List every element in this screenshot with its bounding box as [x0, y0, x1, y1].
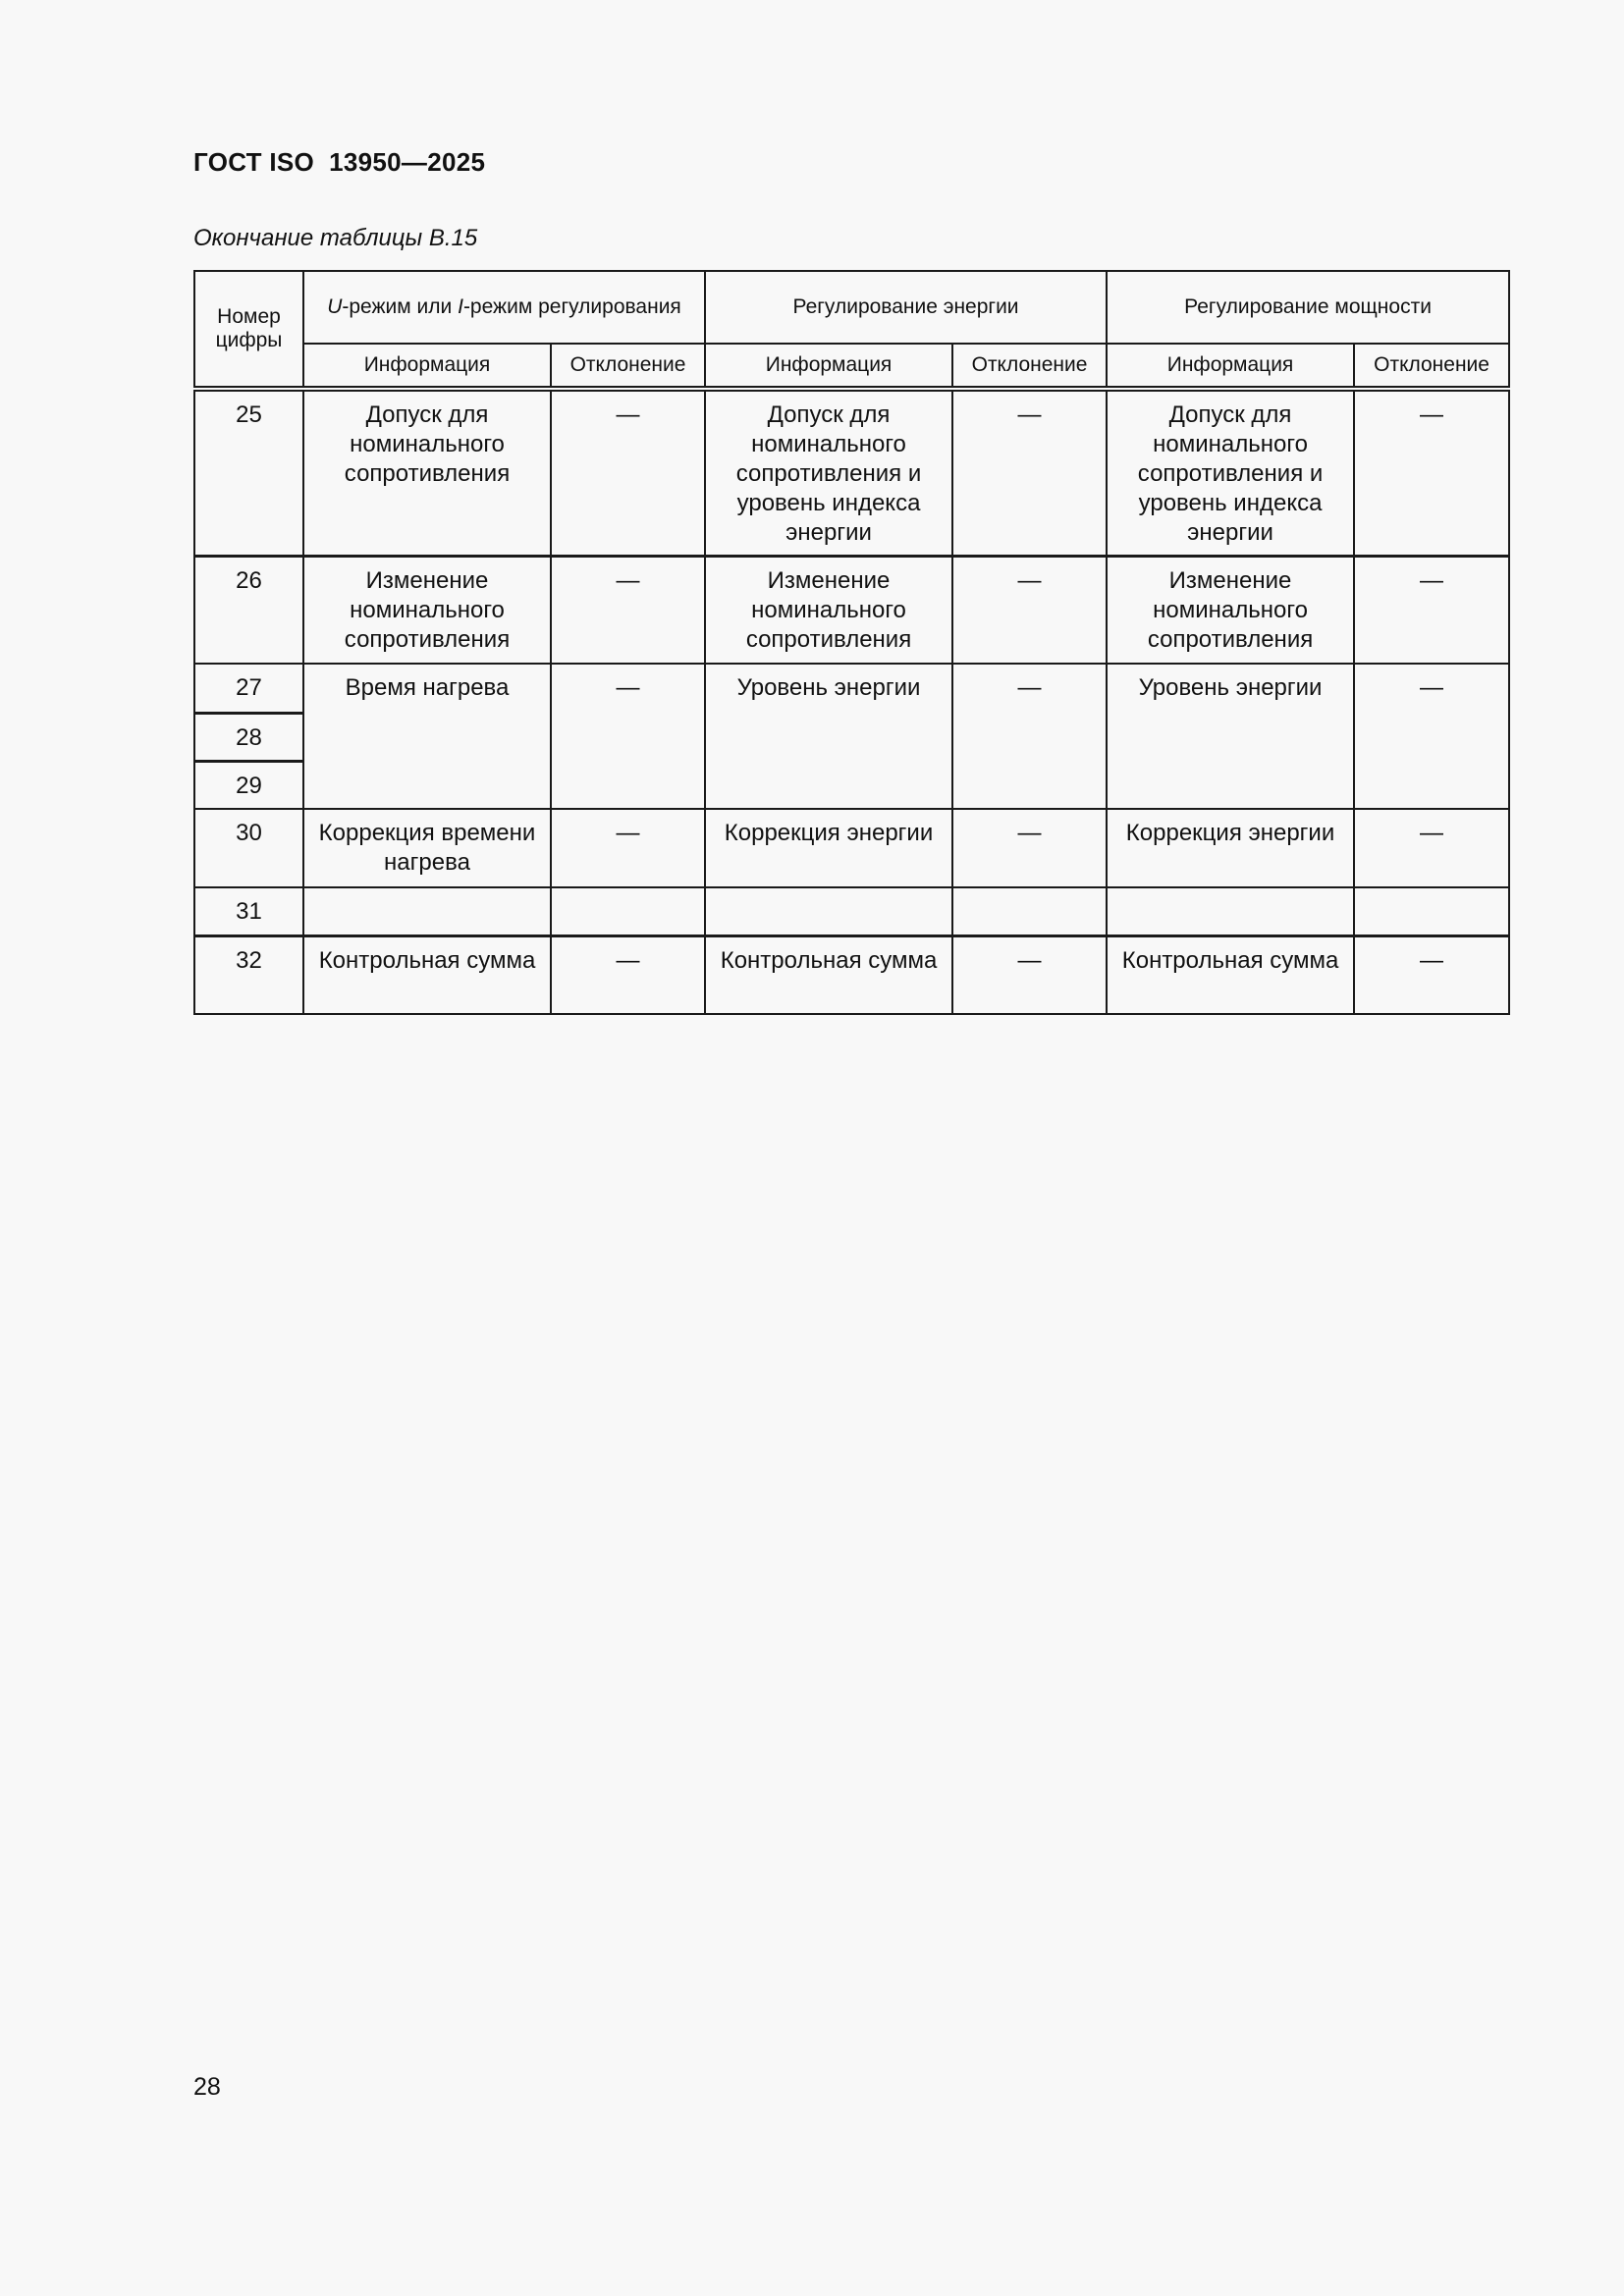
table-row-26 [194, 556, 1509, 664]
cell-info-1: Контрольная сумма [303, 935, 551, 1014]
header-u-text: -режим или [342, 295, 459, 318]
header-group-power: Регулирование мощности [1107, 271, 1509, 344]
table-row-25 [194, 389, 1509, 556]
header-deviation-1: Отклонение [551, 344, 705, 389]
header-number [194, 271, 303, 389]
cell-deviation-2: — [952, 389, 1107, 556]
cell-info-3: Допуск для номинального сопротивления и уровень индекса энергии [1107, 389, 1354, 556]
table-row-31 [194, 887, 1509, 935]
cell-info-2: Допуск для номинального сопротивления и уровень индекса энергии [705, 389, 952, 556]
cell-deviation-1: — [551, 556, 705, 664]
table-row-27 [194, 664, 1509, 713]
cell-info-2: Изменение номинального сопротивления [705, 556, 952, 664]
cell-info-2: Уровень энергии [705, 664, 952, 809]
table-row-30 [194, 809, 1509, 887]
cell-number: 29 [194, 761, 303, 809]
cell-info-1: Изменение номинального сопротивления [303, 556, 551, 664]
cell-info-3: Контрольная сумма [1107, 935, 1354, 1014]
cell-number: 28 [194, 713, 303, 761]
cell-number: 27 [194, 664, 303, 713]
header-group-u-i-mode [303, 271, 705, 344]
cell-deviation-3 [1354, 887, 1509, 935]
header-i-symbol: I [458, 295, 463, 318]
cell-deviation-2: — [952, 664, 1107, 809]
cell-info-2: Коррекция энергии [705, 809, 952, 887]
cell-info-2: Контрольная сумма [705, 935, 952, 1014]
cell-info-3: Уровень энергии [1107, 664, 1354, 809]
cell-deviation-3: — [1354, 556, 1509, 664]
cell-info-1 [303, 887, 551, 935]
cell-info-1: Допуск для номинального сопротивления [303, 389, 551, 556]
cell-deviation-1: — [551, 389, 705, 556]
cell-number: 31 [194, 887, 303, 935]
document-header: ГОСТ ISO 13950—2025 [193, 147, 486, 177]
cell-info-3 [1107, 887, 1354, 935]
cell-deviation-1 [551, 887, 705, 935]
cell-deviation-2: — [952, 556, 1107, 664]
cell-deviation-1: — [551, 935, 705, 1014]
header-deviation-2: Отклонение [952, 344, 1107, 389]
cell-deviation-3: — [1354, 664, 1509, 809]
page-number: 28 [193, 2073, 221, 2101]
cell-deviation-2 [952, 887, 1107, 935]
header-u-symbol: U [327, 295, 343, 318]
cell-number: 26 [194, 556, 303, 664]
header-info-3: Информация [1107, 344, 1354, 389]
header-info-2: Информация [705, 344, 952, 389]
cell-info-2 [705, 887, 952, 935]
cell-deviation-3: — [1354, 935, 1509, 1014]
cell-deviation-3: — [1354, 809, 1509, 887]
table-caption: Окончание таблицы В.15 [193, 225, 478, 251]
header-group-energy: Регулирование энергии [705, 271, 1107, 344]
table-row-32 [194, 935, 1509, 1014]
cell-deviation-1: — [551, 809, 705, 887]
cell-info-1: Коррекция времени нагрева [303, 809, 551, 887]
cell-info-3: Коррекция энергии [1107, 809, 1354, 887]
table-head [194, 271, 1509, 389]
cell-number: 25 [194, 389, 303, 556]
cell-deviation-3: — [1354, 389, 1509, 556]
cell-number: 32 [194, 935, 303, 1014]
header-info-1: Информация [303, 344, 551, 389]
cell-info-3: Изменение номинального сопротивления [1107, 556, 1354, 664]
data-table [193, 270, 1510, 1015]
header-i-text: -режим регулирования [462, 295, 681, 318]
cell-number: 30 [194, 809, 303, 887]
cell-deviation-2: — [952, 935, 1107, 1014]
cell-info-1: Время нагрева [303, 664, 551, 809]
header-number-label: Номер цифры [215, 305, 283, 351]
header-deviation-3: Отклонение [1354, 344, 1509, 389]
cell-deviation-2: — [952, 809, 1107, 887]
cell-deviation-1: — [551, 664, 705, 809]
table-body [194, 389, 1509, 1014]
